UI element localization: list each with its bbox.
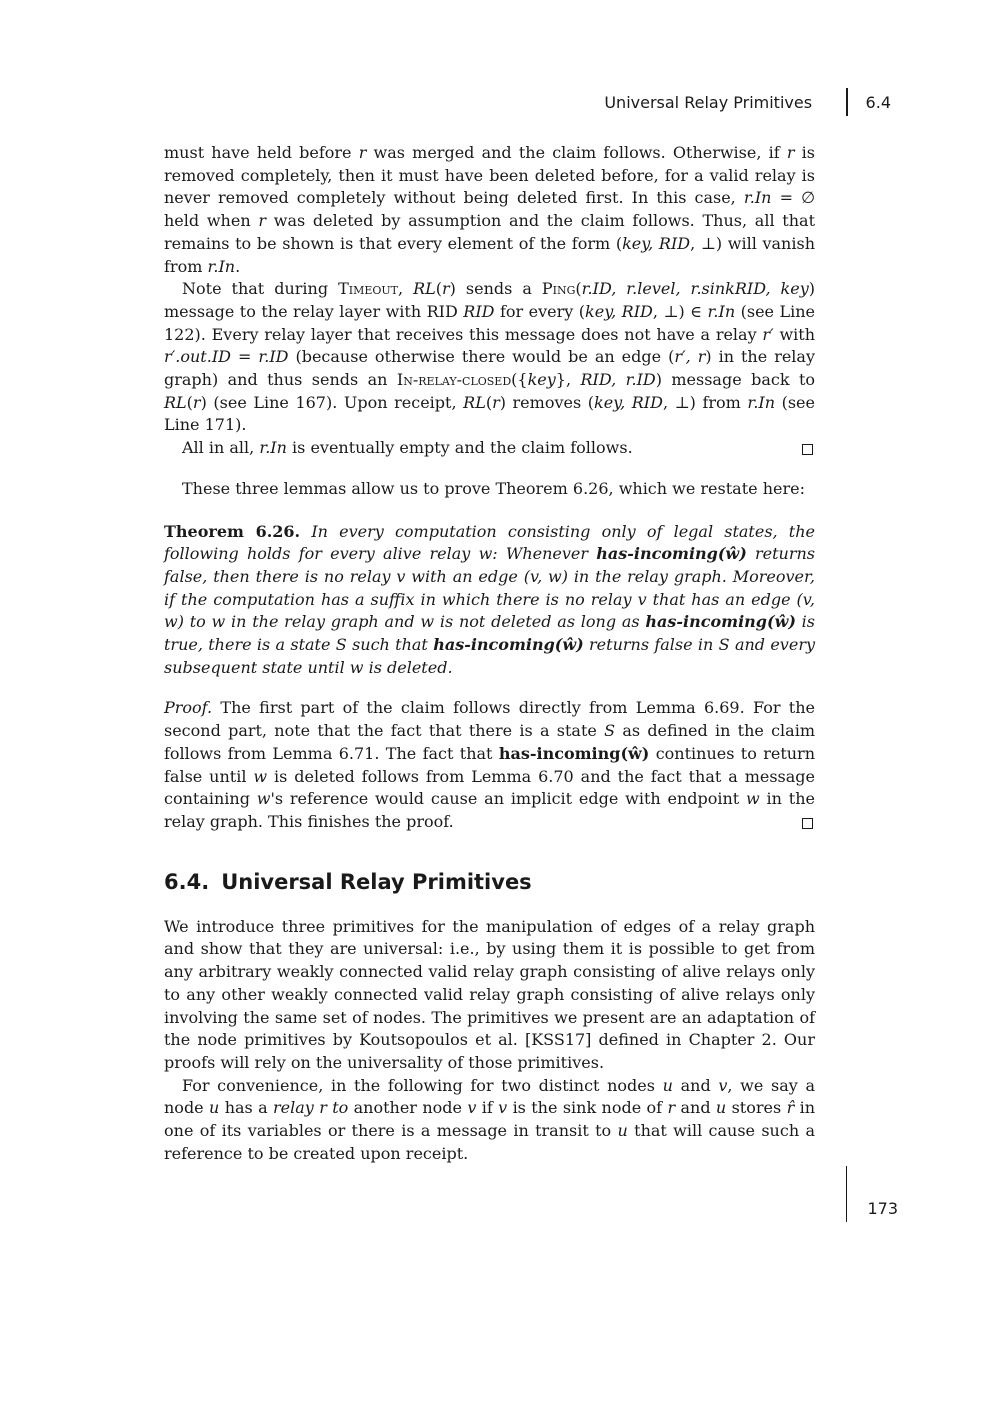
section-paragraph-convenience: For convenience, in the following for two distinct nodes u and v, we say a node u has a relay r to another node v if v is the sink node of r and u stores r̂ in one of its variables or there is a message in transit to u that will cause such a reference to be created upon receipt. <box>164 1075 816 1163</box>
paragraph-continuation: must have held before r was merged and the claim follows. Otherwise, if r is removed completely, then it must have been deleted before, for a valid relay is never removed completely without being deleted first. In this case, r.In = ∅ held when r was deleted by assumption and the claim follows. Thus, all that remains to be shown is that every element of the form (key, RID, ⊥) will vanish from r.In. <box>164 143 816 276</box>
running-header-section-number: 6.4 <box>865 92 891 112</box>
section-paragraph-primitives: We introduce three primitives for the manipulation of edges of a relay graph and show that they are universal: i.e., by using them it is possible to get from any arbitrary weakly connected valid relay graph consisting of alive relays only to any other weakly connected valid relay graph consisting of alive relays only involving the same set of nodes. The primitives we present are an adaptation of the node primitives by Koutsopoulos et al. [KSS17] defined in Chapter 2. Our proofs will rely on the universality of those primitives. <box>164 916 815 1072</box>
header-vertical-rule <box>846 88 848 116</box>
theorem-label: Theorem 6.26. <box>164 521 301 541</box>
section-number: 6.4. <box>164 869 210 894</box>
page-footer <box>846 1166 898 1222</box>
page-body <box>164 142 815 1165</box>
proof-label: Proof. <box>164 698 213 718</box>
paragraph-lemmas-intro: These three lemmas allow us to prove Theorem 6.26, which we restate here: <box>182 478 805 498</box>
theorem-6-26: Theorem 6.26. In every computation consisting only of legal states, the following holds for every alive relay w: Whenever has-incoming(ŵ) returns false, then there is no relay v with an edge (v, w) in the relay graph. Moreover, if the computation has a suffix in which there is no relay v that has an edge (v, w) to w in the relay graph and w is not deleted as long as has-incoming(ŵ) is true, there is a state S such that has-incoming(ŵ) returns false in S and every subsequent state until w is deleted. <box>164 521 816 677</box>
footer-vertical-rule <box>846 1166 848 1222</box>
section-heading <box>164 868 815 896</box>
running-header <box>604 88 891 116</box>
paragraph-conclusion: All in all, r.In is eventually empty and the claim follows. <box>164 437 815 460</box>
proof-paragraph: Proof. The first part of the claim follows directly from Lemma 6.69. For the second part, note that the fact that there is a state S as defined in the claim follows from Lemma 6.71. The fact that has-incoming(ŵ) continues to return false until w is deleted follows from Lemma 6.70 and the fact that a message containing w's reference would cause an implicit edge with endpoint w in the relay graph. This finishes the proof. <box>164 698 816 831</box>
running-header-title: Universal Relay Primitives <box>604 92 813 112</box>
section-title: Universal Relay Primitives <box>221 869 532 894</box>
page-number: 173 <box>867 1199 898 1218</box>
qed-symbol <box>802 444 813 455</box>
paragraph-timeout: Note that during Timeout, RL(r) sends a Ping(r.ID, r.level, r.sinkRID, key) message to the relay layer with RID RID for every (key, RID, ⊥) ∈ r.In (see Line 122). Every relay layer that receives this message does not have a relay r′ with r′.out.ID = r.ID (because otherwise there would be an edge (r′, r) in the relay graph) and thus sends an In-relay-closed({key}, RID, r.ID) message back to RL(r) (see Line 167). Upon receipt, RL(r) removes (key, RID, ⊥) from r.In (see Line 171). <box>164 279 816 435</box>
qed-symbol <box>802 818 813 829</box>
